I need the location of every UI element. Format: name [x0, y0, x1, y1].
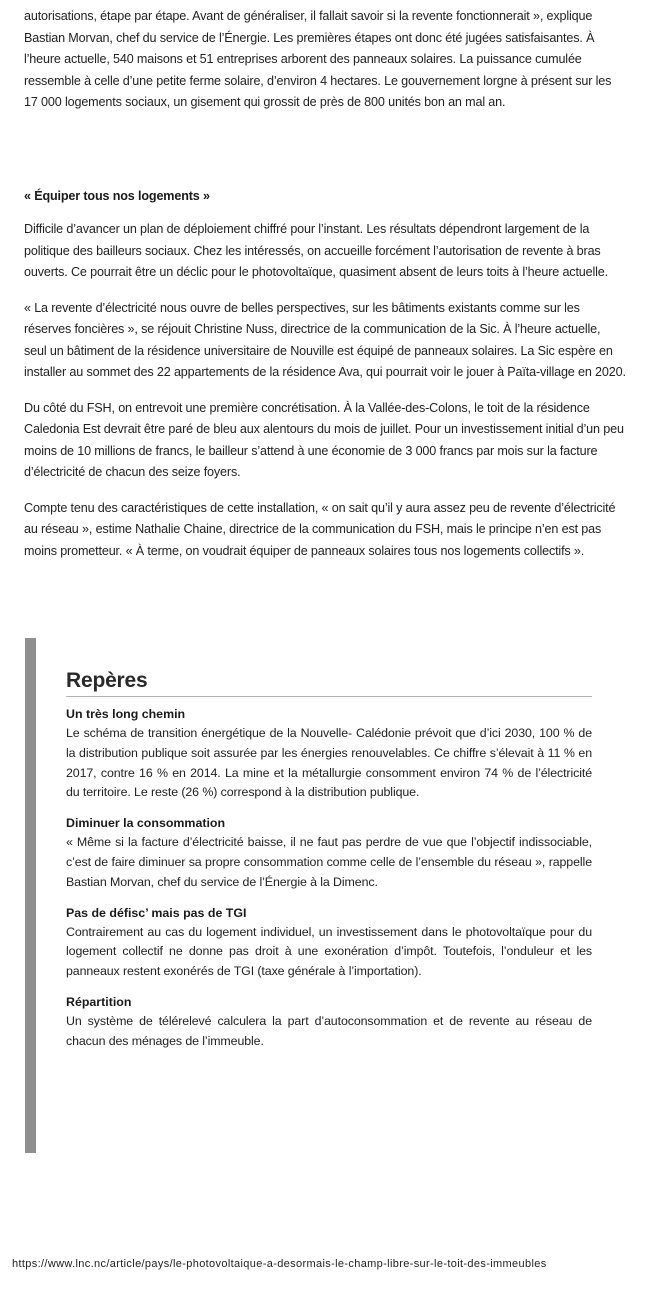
- reperes-section-body: Le schéma de transition énergétique de la Nouvelle- Calédonie prévoit que d’ici 2030, 100 % de la distribution publique soit assurée par les énergies renouvelables. Ce chiffre s’élevait à 11 % en 2017, contre 16 % en 2014. La mine et la métallurgie consomment environ 74 % de l’électricité du territoire. Le reste (26 %) correspond à la distribution publique.: [66, 726, 592, 800]
- article-paragraph: Compte tenu des caractéristiques de cette installation, « on sait qu’il y aura assez peu de revente d’électricité au réseau », estime Nathalie Chaine, directrice de la communication du FSH, mais le principe n’en est pas moins prometteur. « À terme, on voudrait équiper de panneaux solaires tous nos logements collectifs ».: [24, 500, 616, 558]
- reperes-section: [66, 993, 592, 1052]
- reperes-box: [25, 638, 605, 1153]
- reperes-content: [66, 668, 592, 1052]
- reperes-section-heading: Pas de défisc’ mais pas de TGI: [66, 905, 247, 920]
- reperes-section-body: « Même si la facture d’électricité baisse, il ne faut pas perdre de vue que l’objectif indissociable, c’est de faire diminuer sa propre consommation comme celle de l’ensemble du réseau », rappelle Bastian Morvan, chef du service de l’Énergie à la Dimenc.: [66, 835, 592, 889]
- article-paragraph: Difficile d’avancer un plan de déploiement chiffré pour l’instant. Les résultats dépendront largement de la politique des bailleurs sociaux. Chez les intéressés, on accueille forcément l’autorisation de revente à bras ouverts. Ce pourrait être un déclic pour le photovoltaïque, quasiment absent de leurs toits à l’heure actuelle.: [24, 222, 609, 279]
- intro-paragraph: autorisations, étape par étape. Avant de généraliser, il fallait savoir si la revente fonctionnerait », explique Bastian Morvan, chef du service de l’Énergie. Les premières étapes ont donc été jugées satisfaisantes. À l’heure actuelle, 540 maisons et 51 entreprises arborent des panneaux solaires. La puissance cumulée ressemble à celle d’une petite ferme solaire, d’environ 4 hectares. Le gouvernement lorgne à présent sur les 17 000 logements sociaux, un gisement qui grossit de près de 800 unités bon an mal an.: [24, 9, 612, 109]
- article-paragraph: Du côté du FSH, on entrevoit une première concrétisation. À la Vallée-des-Colons, le toit de la résidence Caledonia Est devrait être paré de bleu aux alentours du mois de juillet. Pour un investissement initial d’un peu moins de 10 millions de francs, le bailleur s’attend à une économie de 3 000 francs par mois sur la facture d’électricité de chacun des seize foyers.: [24, 400, 624, 479]
- reperes-section-body: Un système de télérelevé calculera la part d’autoconsommation et de revente au réseau de chacun des ménages de l’immeuble.: [66, 1013, 592, 1048]
- reperes-section-heading: Diminuer la consommation: [66, 816, 226, 831]
- reperes-section: [66, 814, 592, 892]
- reperes-section: [66, 904, 592, 982]
- article-paragraphs: [24, 219, 626, 576]
- article-body: [24, 6, 626, 558]
- article-paragraph: « La revente d’électricité nous ouvre de belles perspectives, sur les bâtiments existants comme sur les réserves foncières », se réjouit Christine Nuss, directrice de la communication de la Sic. À l’heure actuelle, seul un bâtiment de la résidence universitaire de Nouville est équipé de panneaux solaires. La Sic espère en installer au sommet des 22 appartements de la résidence Ava, qui pourrait voir le jouer à Païta-village en 2020.: [24, 300, 626, 379]
- reperes-section-body: Contrairement au cas du logement individuel, un investissement dans le photovoltaïque pour du logement collectif ne donne pas droit à une exonération d’impôt. Toutefois, l’onduleur et les panneaux restent exonérés de TGI (taxe générale à l’importation).: [66, 924, 592, 979]
- reperes-title: Repères: [66, 668, 592, 697]
- page-url-footer[interactable]: https://www.lnc.nc/article/pays/le-photovoltaique-a-desormais-le-champ-libre-sur-le-toit-des-immeubles: [12, 1258, 547, 1270]
- section-subheading: « Équiper tous nos logements »: [24, 189, 210, 203]
- reperes-section-heading: Un très long chemin: [66, 707, 186, 721]
- reperes-accent-bar: [25, 638, 36, 1153]
- reperes-section: [66, 705, 592, 803]
- reperes-section-heading: Répartition: [66, 994, 132, 1009]
